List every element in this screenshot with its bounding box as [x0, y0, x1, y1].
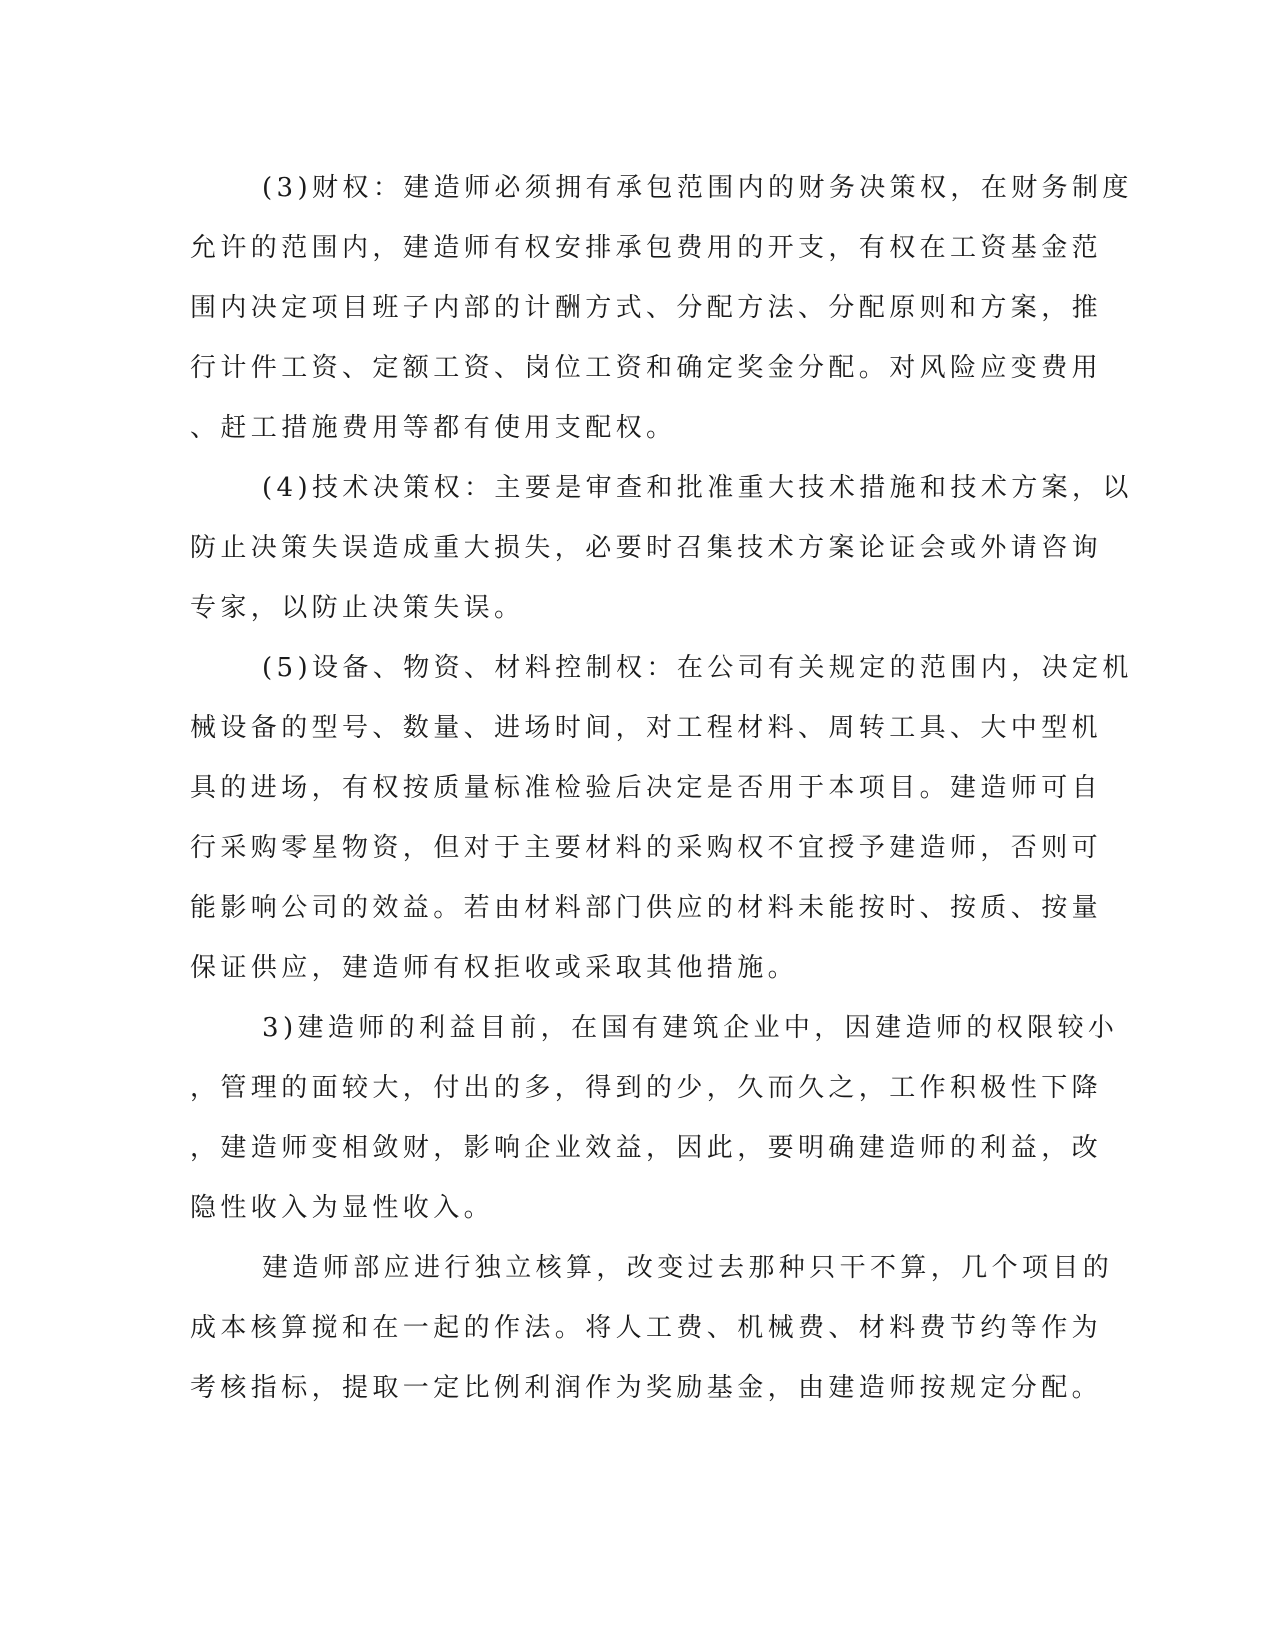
text-line: 能影响公司的效益。若由材料部门供应的材料未能按时、按质、按量	[190, 893, 1103, 923]
paragraph-technical-decision	[190, 458, 1133, 638]
paragraph-equipment-control	[190, 638, 1133, 998]
text-line: 械设备的型号、数量、进场时间，对工程材料、周转工具、大中型机	[190, 713, 1103, 743]
text-line: 成本核算搅和在一起的作法。将人工费、机械费、材料费节约等作为	[190, 1313, 1103, 1343]
text-line: 行采购零星物资，但对于主要材料的采购权不宜授予建造师，否则可	[190, 833, 1103, 863]
text-line: 考核指标，提取一定比例利润作为奖励基金，由建造师按规定分配。	[190, 1373, 1103, 1403]
text-line: 具的进场，有权按质量标准检验后决定是否用于本项目。建造师可自	[190, 773, 1103, 803]
text-line: (4)技术决策权：主要是审查和批准重大技术措施和技术方案，以	[262, 473, 1133, 503]
paragraph-constructor-interests	[190, 998, 1119, 1238]
text-line: (5)设备、物资、材料控制权：在公司有关规定的范围内，决定机	[262, 653, 1133, 683]
paragraph-financial-rights	[190, 158, 1133, 458]
text-line: 行计件工资、定额工资、岗位工资和确定奖金分配。对风险应变费用	[190, 353, 1103, 383]
text-line: 建造师部应进行独立核算，改变过去那种只干不算，几个项目的	[262, 1253, 1114, 1283]
text-line: 允许的范围内，建造师有权安排承包费用的开支，有权在工资基金范	[190, 233, 1103, 263]
text-line: ，管理的面较大，付出的多，得到的少，久而久之，工作积极性下降	[190, 1073, 1103, 1103]
text-line: 、赶工措施费用等都有使用支配权。	[190, 413, 677, 443]
text-line: 隐性收入为显性收入。	[190, 1193, 495, 1223]
text-line: 防止决策失误造成重大损失，必要时召集技术方案论证会或外请咨询	[190, 533, 1103, 563]
text-line: (3)财权：建造师必须拥有承包范围内的财务决策权，在财务制度	[262, 173, 1133, 203]
paragraph-independent-accounting	[190, 1238, 1114, 1418]
text-line: ，建造师变相敛财，影响企业效益，因此，要明确建造师的利益，改	[190, 1133, 1103, 1163]
text-line: 保证供应，建造师有权拒收或采取其他措施。	[190, 953, 799, 983]
document-body	[190, 158, 1133, 1418]
text-line: 围内决定项目班子内部的计酬方式、分配方法、分配原则和方案，推	[190, 293, 1103, 323]
text-line: 3)建造师的利益目前，在国有建筑企业中，因建造师的权限较小	[262, 1013, 1119, 1043]
text-line: 专家，以防止决策失误。	[190, 593, 525, 623]
